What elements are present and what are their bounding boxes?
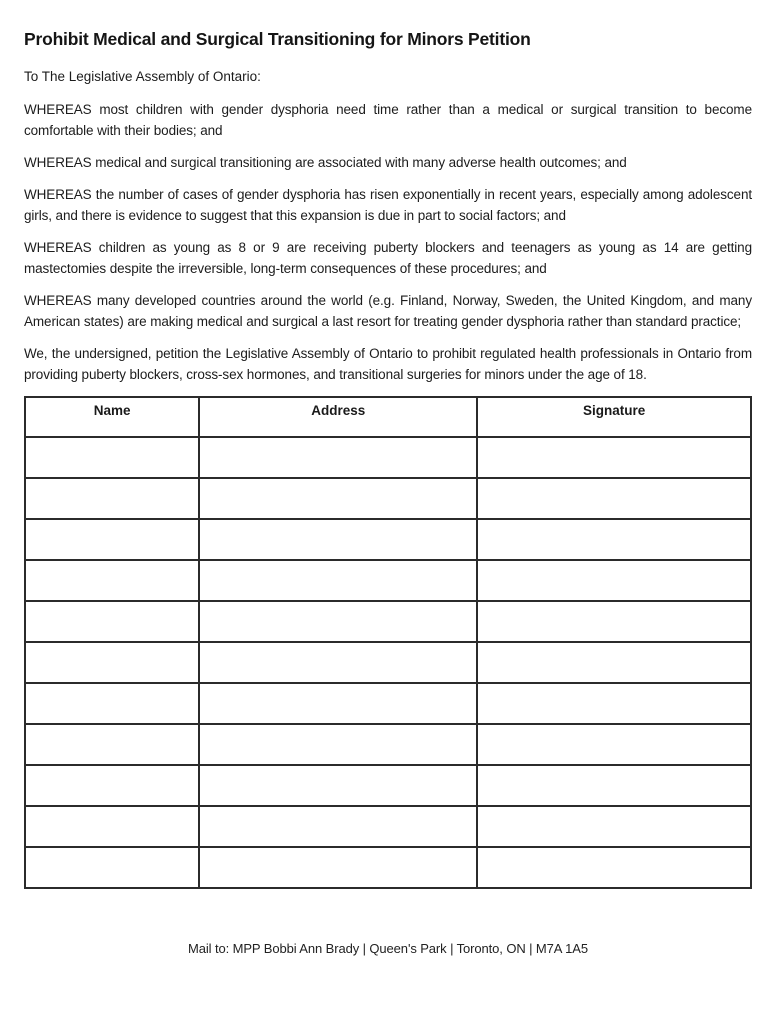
signature-cell xyxy=(477,806,751,847)
name-cell xyxy=(25,847,199,888)
address-cell xyxy=(199,765,477,806)
table-row xyxy=(25,765,751,806)
signature-table-body xyxy=(25,437,751,888)
petition-paragraph: WHEREAS the number of cases of gender dysphoria has risen exponentially in recent years, especially among adolescent girls, and there is evidence to suggest that this expansion is due in part to social factors; and xyxy=(24,186,752,223)
table-row xyxy=(25,437,751,478)
table-row xyxy=(25,642,751,683)
signature-cell xyxy=(477,683,751,724)
table-row xyxy=(25,806,751,847)
address-cell xyxy=(199,806,477,847)
petition-paragraph: WHEREAS many developed countries around the world (e.g. Finland, Norway, Sweden, the United Kingdom, and many American states) are making medical and surgical a last resort for treating gender dysphoria rather than standard practice; xyxy=(24,292,752,329)
table-row xyxy=(25,560,751,601)
name-cell xyxy=(25,437,199,478)
table-row xyxy=(25,683,751,724)
address-cell xyxy=(199,601,477,642)
petition-paragraph: WHEREAS most children with gender dysphoria need time rather than a medical or surgical transition to become comfortable with their bodies; and xyxy=(24,101,752,138)
name-cell xyxy=(25,601,199,642)
signature-cell xyxy=(477,560,751,601)
signature-cell xyxy=(477,642,751,683)
name-cell xyxy=(25,724,199,765)
address-cell xyxy=(199,560,477,601)
name-cell xyxy=(25,478,199,519)
table-header-row xyxy=(25,397,751,437)
petition-paragraph: WHEREAS children as young as 8 or 9 are receiving puberty blockers and teenagers as young as 14 are getting mastectomies despite the irreversible, long-term consequences of these procedures; and xyxy=(24,239,752,276)
table-row xyxy=(25,478,751,519)
column-header-signature: Signature xyxy=(477,397,751,437)
table-row xyxy=(25,519,751,560)
signature-cell xyxy=(477,724,751,765)
column-header-address: Address xyxy=(199,397,477,437)
name-cell xyxy=(25,519,199,560)
table-row xyxy=(25,724,751,765)
column-header-name: Name xyxy=(25,397,199,437)
signature-cell xyxy=(477,601,751,642)
signature-cell xyxy=(477,847,751,888)
signature-cell xyxy=(477,765,751,806)
page-title: Prohibit Medical and Surgical Transitioning for Minors Petition xyxy=(24,29,531,49)
signature-cell xyxy=(477,519,751,560)
address-cell xyxy=(199,642,477,683)
petition-clauses xyxy=(24,99,752,385)
address-cell xyxy=(199,519,477,560)
name-cell xyxy=(25,806,199,847)
name-cell xyxy=(25,765,199,806)
address-cell xyxy=(199,437,477,478)
signature-cell xyxy=(477,437,751,478)
name-cell xyxy=(25,683,199,724)
mail-to-footer: Mail to: MPP Bobbi Ann Brady | Queen's Park | Toronto, ON | M7A 1A5 xyxy=(188,940,588,956)
name-cell xyxy=(25,560,199,601)
address-cell xyxy=(199,683,477,724)
table-row xyxy=(25,847,751,888)
signature-cell xyxy=(477,478,751,519)
signature-table-head xyxy=(25,397,751,437)
salutation: To The Legislative Assembly of Ontario: xyxy=(24,68,261,84)
address-cell xyxy=(199,847,477,888)
name-cell xyxy=(25,642,199,683)
address-cell xyxy=(199,478,477,519)
table-row xyxy=(25,601,751,642)
address-cell xyxy=(199,724,477,765)
petition-paragraph: WHEREAS medical and surgical transitioning are associated with many adverse health outcomes; and xyxy=(24,154,627,170)
signature-table xyxy=(24,396,752,889)
petition-paragraph: We, the undersigned, petition the Legislative Assembly of Ontario to prohibit regulated health professionals in Ontario from providing puberty blockers, cross-sex hormones, and transitional surgeries for minors under the age of 18. xyxy=(24,345,752,382)
